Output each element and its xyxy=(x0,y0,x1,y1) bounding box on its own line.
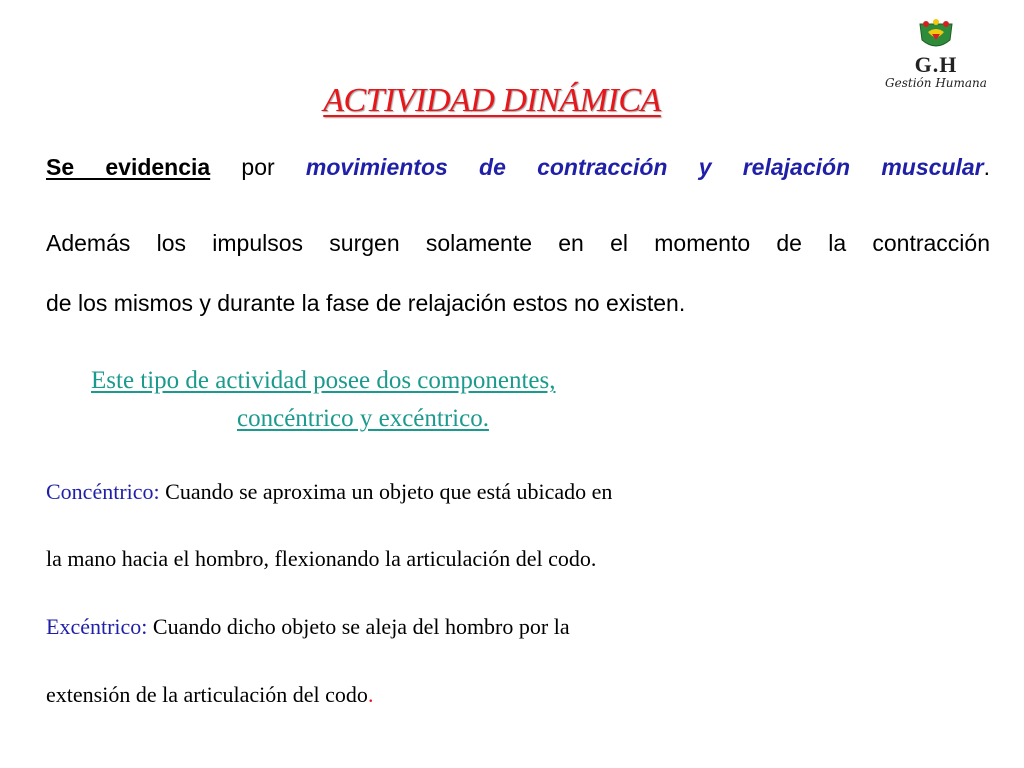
eccentric-text1: Cuando dicho objeto se aleja del hombro por la xyxy=(147,614,570,639)
concentric-definition-line1 xyxy=(46,479,612,505)
page-title: ACTIVIDAD DINÁMICA xyxy=(323,82,661,119)
evidence-lead: Se evidencia xyxy=(46,154,211,180)
logo-initials: G.H xyxy=(914,52,958,77)
concentric-text1: Cuando se aproxima un objeto que está ubicado en xyxy=(159,479,613,504)
paragraph-impulses-line1: Además los impulsos surgen solamente en el momento de la contracción xyxy=(46,230,990,256)
logo-tagline: Gestión Humana xyxy=(885,76,987,90)
concentric-definition-line2: la mano hacia el hombro, flexionando la articulación del codo. xyxy=(46,546,597,571)
components-line1: Este tipo de actividad posee dos componentes, xyxy=(91,367,556,394)
paragraph-impulses-line2: de los mismos y durante la fase de relajación estos no existen. xyxy=(46,290,686,316)
eccentric-definition-line2 xyxy=(46,682,373,708)
evidence-period: . xyxy=(983,154,990,180)
eccentric-term: Excéntrico xyxy=(46,614,142,639)
eccentric-text2: extensión de la articulación del codo xyxy=(46,682,368,707)
concentric-term: Concéntrico xyxy=(46,479,154,504)
components-line2: concéntrico y excéntrico. xyxy=(237,405,489,432)
evidence-emphasis: movimientos de contracción y relajación muscular xyxy=(305,154,984,180)
paragraph-evidence xyxy=(46,154,990,181)
concentric-colon: : xyxy=(153,479,160,504)
evidence-connector: por xyxy=(210,154,306,180)
eccentric-definition-line1 xyxy=(46,614,570,640)
eccentric-colon: : xyxy=(141,614,148,639)
eccentric-period: . xyxy=(367,682,374,707)
shield-emblem-icon xyxy=(912,18,960,54)
